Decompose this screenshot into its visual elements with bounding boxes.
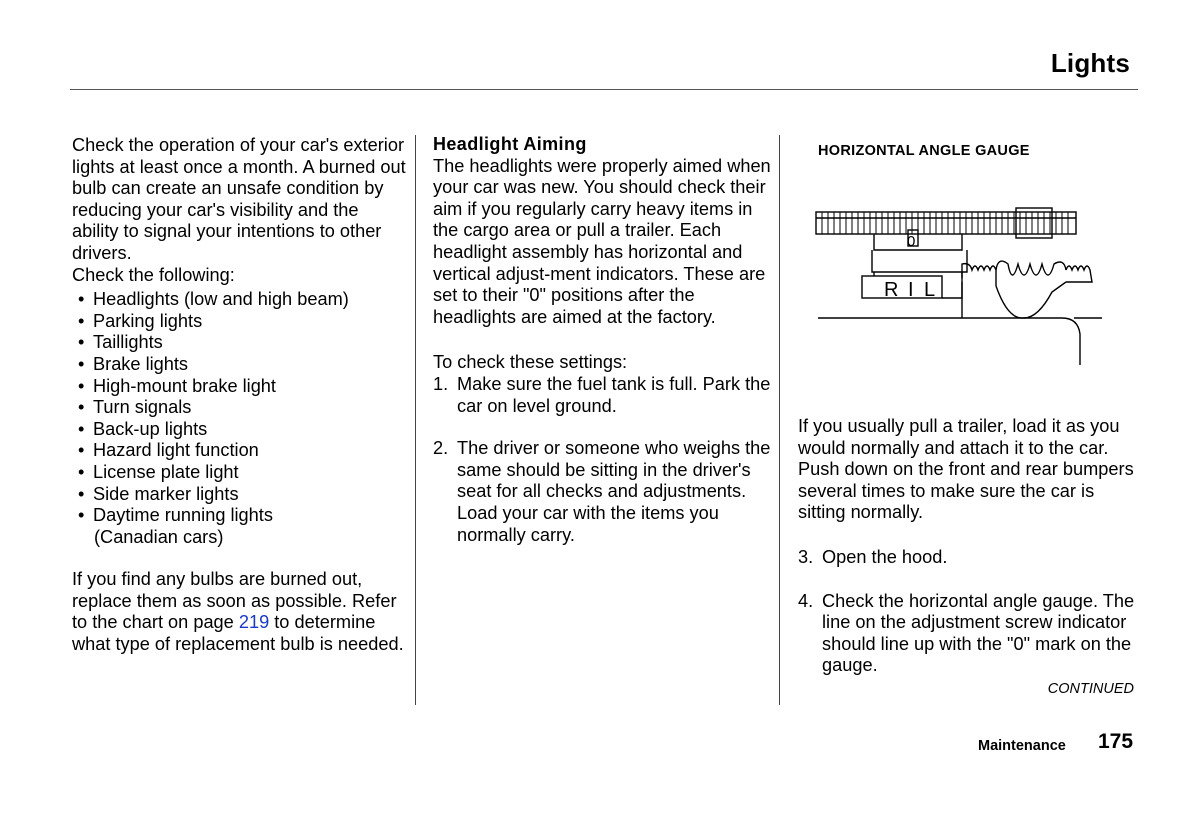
figure-caption: HORIZONTAL ANGLE GAUGE — [818, 143, 1030, 159]
step-3 — [798, 547, 1143, 569]
check-following-label: Check the following: — [72, 264, 235, 285]
burned-out-text-end: to determine what type of replacement bulb is needed. — [72, 612, 404, 655]
checklist-item: • Turn signals — [72, 397, 407, 419]
intro-paragraph: Check the operation of your car's exterior lights at least once a month. A burned out bulb can create an unsafe condition by reducing your car's visibility and the ability to signal your intentions to other drivers. — [72, 135, 406, 263]
column-divider-1 — [415, 135, 416, 705]
step-2-extra: Load your car with the items you normally carry. — [457, 502, 719, 545]
burned-out-paragraph — [72, 569, 407, 655]
checklist-item: • Taillights — [72, 332, 407, 354]
gauge-r-label: R — [884, 279, 899, 301]
step-number: 1. — [433, 373, 449, 394]
horizontal-angle-gauge-figure — [812, 200, 1112, 370]
checklist-item: • High-mount brake light — [72, 376, 407, 398]
checklist-item: • Back-up lights — [72, 419, 407, 441]
checklist-item: • Brake lights — [72, 354, 407, 376]
continued-label: CONTINUED — [1047, 681, 1134, 697]
burned-out-text: If you find any bulbs are burned out, replace them as soon as possible. Refer to the chart on page — [72, 569, 397, 633]
section-heading: Headlight Aiming — [433, 134, 587, 154]
page-reference-link[interactable]: 219 — [238, 612, 270, 633]
column-right — [798, 416, 1143, 677]
lights-checklist — [72, 289, 407, 527]
checklist-item: • Headlights (low and high beam) — [72, 289, 407, 311]
column-left — [72, 135, 407, 656]
step-2 — [433, 438, 773, 546]
checklist-note: (Canadian cars) — [94, 526, 224, 547]
column-divider-2 — [779, 135, 780, 705]
step-1 — [433, 374, 773, 417]
step-text: Make sure the fuel tank is full. Park the car on level ground. — [457, 373, 771, 416]
step-number: 3. — [798, 546, 814, 567]
step-2-text: The driver or someone who weighs the same should be sitting in the driver's seat for all checks and adjustments. — [457, 438, 771, 502]
header-rule — [70, 89, 1138, 90]
trailer-paragraph: If you usually pull a trailer, load it as you would normally and attach it to the car. Push down on the front and rear bumpers several times to make sure the car is sitting normally. — [798, 416, 1134, 523]
page-title: Lights — [1050, 48, 1130, 78]
checklist-item: • Side marker lights — [72, 484, 407, 506]
step-text — [457, 438, 773, 546]
to-check-label: To check these settings: — [433, 352, 628, 373]
step-4 — [798, 591, 1143, 677]
page-number: 175 — [1098, 730, 1134, 753]
checklist-item: • Hazard light function — [72, 440, 407, 462]
step-number: 2. — [433, 438, 449, 459]
gauge-l-label: L — [924, 279, 936, 301]
gauge-bar-label: I — [908, 279, 914, 301]
step-number: 4. — [798, 590, 814, 611]
aiming-intro: The headlights were properly aimed when your car was new. You should check their aim if you regularly carry heavy items in the cargo area or pull a trailer. Each headlight assembly has horizontal and vertical adjust-ment indicators. These are set to their "0" positions after the headlights are aimed at the factory. — [433, 155, 771, 327]
checklist-item: • Daytime running lights — [72, 505, 407, 527]
gauge-zero-label: 0 — [907, 233, 916, 250]
checklist-item: • License plate light — [72, 462, 407, 484]
footer-section-label: Maintenance — [978, 738, 1066, 754]
step-text: Open the hood. — [822, 546, 948, 567]
column-middle — [433, 134, 773, 546]
checklist-item: • Parking lights — [72, 311, 407, 333]
step-text: Check the horizontal angle gauge. The line on the adjustment screw indicator should line up with the "0" mark on the gauge. — [822, 590, 1135, 676]
